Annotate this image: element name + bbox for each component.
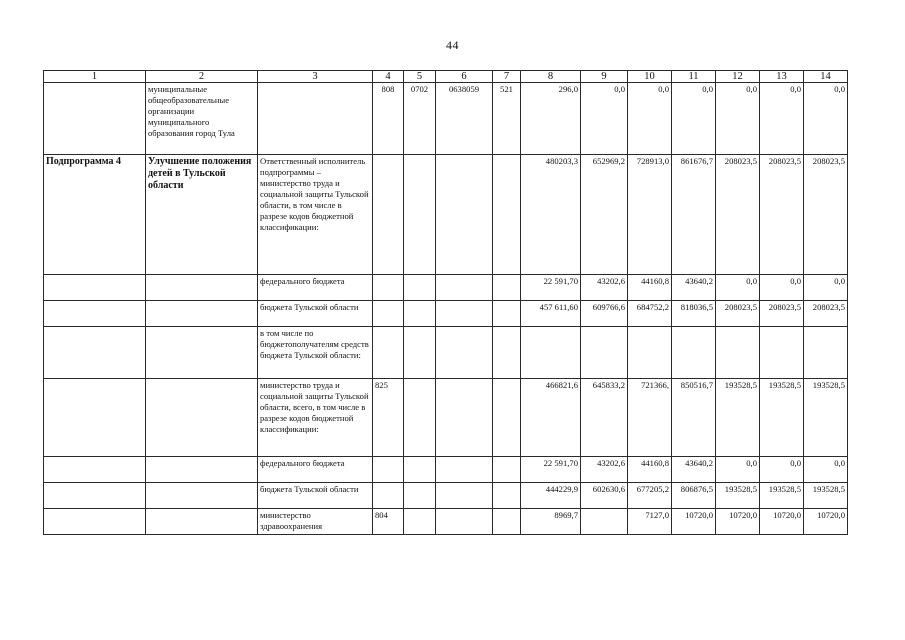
header-cell: 13 xyxy=(760,71,804,83)
cell-col10: 44160,8 xyxy=(628,457,672,483)
cell-col12: 0,0 xyxy=(716,457,760,483)
cell-col8: 8969,7 xyxy=(521,509,581,535)
cell-col3: Ответственный исполнитель подпрограммы – министерство труда и социальной защиты Тульской области, в том числе в разрезе кодов бюджетной классификации: xyxy=(258,155,373,275)
cell-col6 xyxy=(436,301,493,327)
cell-col14: 208023,5 xyxy=(804,301,848,327)
cell-col5 xyxy=(404,155,436,275)
header-cell: 6 xyxy=(436,71,493,83)
page-number: 44 xyxy=(446,38,459,52)
cell-col8 xyxy=(521,327,581,379)
cell-col12: 193528,5 xyxy=(716,379,760,457)
cell-col10: 7127,0 xyxy=(628,509,672,535)
cell-col3: бюджета Тульской области xyxy=(258,301,373,327)
table-row xyxy=(44,483,848,509)
cell-col12: 0,0 xyxy=(716,83,760,155)
cell-col4 xyxy=(373,275,404,301)
cell-col5: 0702 xyxy=(404,83,436,155)
cell-col8: 22 591,70 xyxy=(521,457,581,483)
cell-col5 xyxy=(404,509,436,535)
cell-col3: министерство здравоохранения xyxy=(258,509,373,535)
cell-col12: 0,0 xyxy=(716,275,760,301)
cell-col10: 721366, xyxy=(628,379,672,457)
cell-col7 xyxy=(493,327,521,379)
cell-col14: 193528,5 xyxy=(804,483,848,509)
cell-col12: 193528,5 xyxy=(716,483,760,509)
header-cell: 1 xyxy=(44,71,146,83)
cell-col1 xyxy=(44,457,146,483)
cell-col8: 444229,9 xyxy=(521,483,581,509)
cell-col13: 10720,0 xyxy=(760,509,804,535)
cell-col5 xyxy=(404,483,436,509)
cell-col1 xyxy=(44,379,146,457)
cell-col5 xyxy=(404,327,436,379)
cell-col3: в том числе по бюджетополучателям средств бюджета Тульской области: xyxy=(258,327,373,379)
cell-col14: 0,0 xyxy=(804,275,848,301)
cell-col2 xyxy=(146,275,258,301)
subprogram-title: Улучшение положения детей в Тульской области xyxy=(146,155,258,275)
cell-col13 xyxy=(760,327,804,379)
cell-col11: 806876,5 xyxy=(672,483,716,509)
cell-col6 xyxy=(436,457,493,483)
cell-col3: федерального бюджета xyxy=(258,457,373,483)
header-cell: 10 xyxy=(628,71,672,83)
cell-col1 xyxy=(44,483,146,509)
cell-col12: 10720,0 xyxy=(716,509,760,535)
cell-col13: 193528,5 xyxy=(760,483,804,509)
cell-col4: 808 xyxy=(373,83,404,155)
table-row xyxy=(44,327,848,379)
cell-col4 xyxy=(373,457,404,483)
header-row xyxy=(44,71,848,83)
cell-col14: 193528,5 xyxy=(804,379,848,457)
cell-col10: 44160,8 xyxy=(628,275,672,301)
cell-col13: 208023,5 xyxy=(760,155,804,275)
cell-col9: 645833,2 xyxy=(581,379,628,457)
cell-col11 xyxy=(672,327,716,379)
cell-col5 xyxy=(404,275,436,301)
cell-col4: 804 xyxy=(373,509,404,535)
cell-col4 xyxy=(373,155,404,275)
cell-col10: 728913,0 xyxy=(628,155,672,275)
cell-col13: 0,0 xyxy=(760,83,804,155)
cell-col10: 677205,2 xyxy=(628,483,672,509)
cell-col3: бюджета Тульской области xyxy=(258,483,373,509)
table-row xyxy=(44,83,848,155)
cell-col10: 0,0 xyxy=(628,83,672,155)
cell-col9: 652969,2 xyxy=(581,155,628,275)
cell-col12 xyxy=(716,327,760,379)
header-cell: 7 xyxy=(493,71,521,83)
table-row xyxy=(44,457,848,483)
cell-col5 xyxy=(404,457,436,483)
cell-col4: 825 xyxy=(373,379,404,457)
cell-col2 xyxy=(146,509,258,535)
cell-col8: 457 611,60 xyxy=(521,301,581,327)
cell-col2 xyxy=(146,301,258,327)
cell-col13: 0,0 xyxy=(760,457,804,483)
cell-col4 xyxy=(373,327,404,379)
cell-col11: 818036,5 xyxy=(672,301,716,327)
cell-col2: муниципальные общеобразовательные организации муниципального образования город Тула xyxy=(146,83,258,155)
cell-col1 xyxy=(44,301,146,327)
cell-col3 xyxy=(258,83,373,155)
header-cell: 4 xyxy=(373,71,404,83)
header-cell: 5 xyxy=(404,71,436,83)
cell-col12: 208023,5 xyxy=(716,155,760,275)
cell-col8: 466821,6 xyxy=(521,379,581,457)
cell-col7 xyxy=(493,483,521,509)
header-cell: 9 xyxy=(581,71,628,83)
cell-col2 xyxy=(146,483,258,509)
cell-col11: 0,0 xyxy=(672,83,716,155)
cell-col6 xyxy=(436,379,493,457)
cell-col11: 861676,7 xyxy=(672,155,716,275)
cell-col6 xyxy=(436,327,493,379)
cell-col9: 43202,6 xyxy=(581,457,628,483)
cell-col7 xyxy=(493,155,521,275)
cell-col14: 208023,5 xyxy=(804,155,848,275)
cell-col12: 208023,5 xyxy=(716,301,760,327)
cell-col9: 43202,6 xyxy=(581,275,628,301)
cell-col10: 684752,2 xyxy=(628,301,672,327)
header-cell: 11 xyxy=(672,71,716,83)
cell-col7 xyxy=(493,275,521,301)
cell-col14: 0,0 xyxy=(804,83,848,155)
header-cell: 2 xyxy=(146,71,258,83)
cell-col4 xyxy=(373,301,404,327)
cell-col1 xyxy=(44,275,146,301)
cell-col3: федерального бюджета xyxy=(258,275,373,301)
header-cell: 3 xyxy=(258,71,373,83)
cell-col6: 0638059 xyxy=(436,83,493,155)
cell-col11: 10720,0 xyxy=(672,509,716,535)
cell-col9 xyxy=(581,509,628,535)
cell-col13: 193528,5 xyxy=(760,379,804,457)
cell-col5 xyxy=(404,379,436,457)
cell-col4 xyxy=(373,483,404,509)
cell-col6 xyxy=(436,509,493,535)
cell-col7 xyxy=(493,379,521,457)
header-cell: 14 xyxy=(804,71,848,83)
cell-col14: 10720,0 xyxy=(804,509,848,535)
cell-col9: 0,0 xyxy=(581,83,628,155)
header-cell: 8 xyxy=(521,71,581,83)
cell-col8: 22 591,70 xyxy=(521,275,581,301)
table-row xyxy=(44,379,848,457)
cell-col11: 850516,7 xyxy=(672,379,716,457)
cell-col2 xyxy=(146,379,258,457)
cell-col9: 609766,6 xyxy=(581,301,628,327)
cell-col11: 43640,2 xyxy=(672,275,716,301)
cell-col6 xyxy=(436,275,493,301)
cell-col7 xyxy=(493,457,521,483)
cell-col10 xyxy=(628,327,672,379)
cell-col9: 602630,6 xyxy=(581,483,628,509)
cell-col8: 296,0 xyxy=(521,83,581,155)
cell-col13: 208023,5 xyxy=(760,301,804,327)
cell-col1 xyxy=(44,327,146,379)
cell-col8: 480203,3 xyxy=(521,155,581,275)
table-row xyxy=(44,301,848,327)
cell-col1 xyxy=(44,83,146,155)
cell-col7: 521 xyxy=(493,83,521,155)
cell-col6 xyxy=(436,483,493,509)
cell-col3: министерство труда и социальной защиты Тульской области, всего, в том числе в разрезе кодов бюджетной классификации: xyxy=(258,379,373,457)
cell-col9 xyxy=(581,327,628,379)
cell-col14 xyxy=(804,327,848,379)
cell-col1 xyxy=(44,509,146,535)
cell-col5 xyxy=(404,301,436,327)
cell-col7 xyxy=(493,301,521,327)
cell-col13: 0,0 xyxy=(760,275,804,301)
table-row xyxy=(44,509,848,535)
subprogram-label: Подпрограмма 4 xyxy=(44,155,146,275)
budget-table xyxy=(43,70,848,535)
cell-col6 xyxy=(436,155,493,275)
table-row xyxy=(44,155,848,275)
header-cell: 12 xyxy=(716,71,760,83)
table-row xyxy=(44,275,848,301)
cell-col11: 43640,2 xyxy=(672,457,716,483)
cell-col14: 0,0 xyxy=(804,457,848,483)
cell-col2 xyxy=(146,457,258,483)
cell-col7 xyxy=(493,509,521,535)
cell-col2 xyxy=(146,327,258,379)
